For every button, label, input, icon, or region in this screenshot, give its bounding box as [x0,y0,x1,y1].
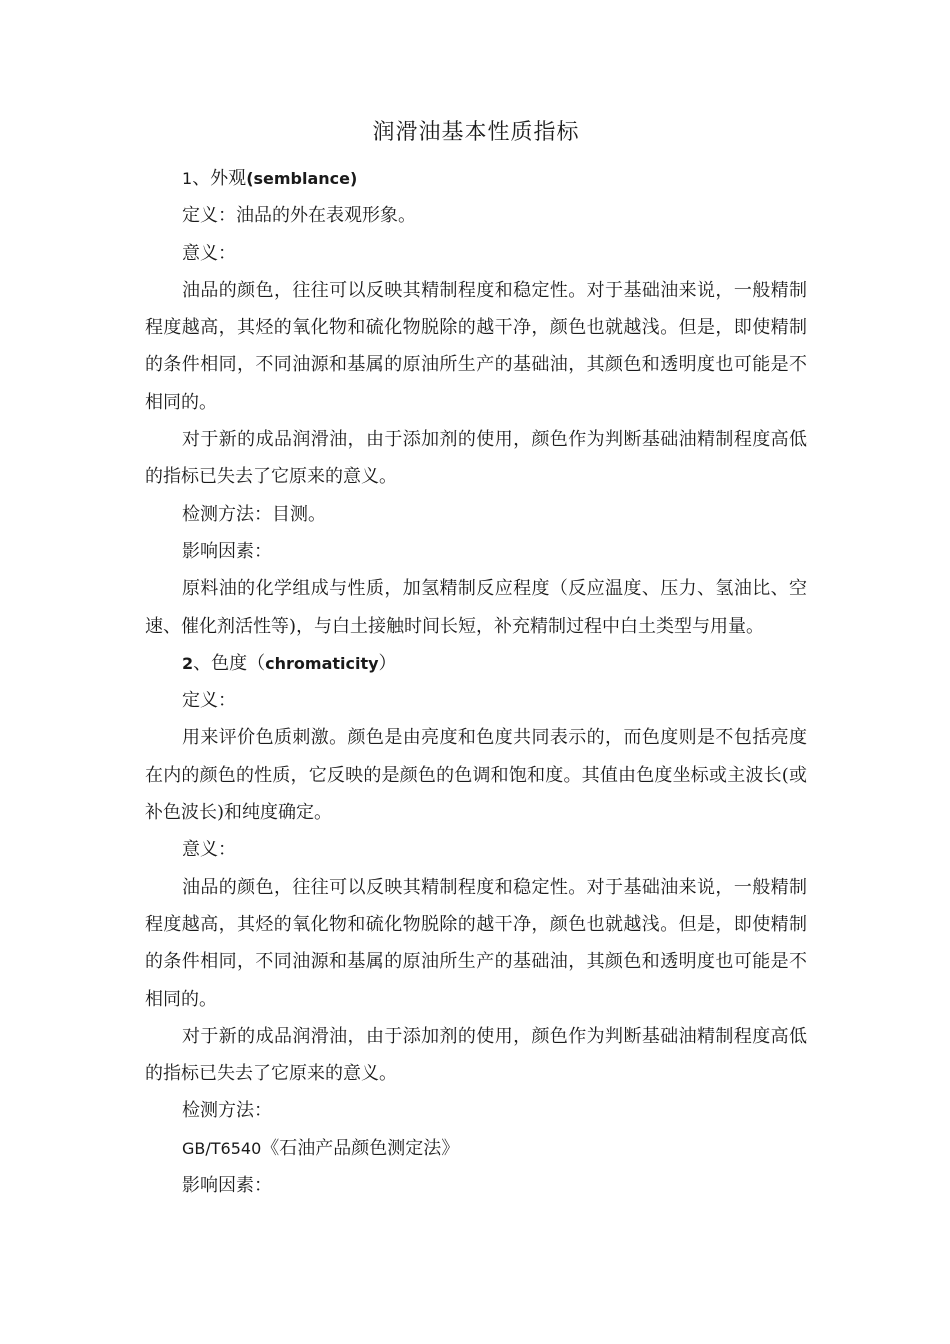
section2-definition-label: 定义： [182,690,236,712]
section2-heading-en: chromaticity [265,653,379,673]
section1-method: 检测方法：目测。 [182,503,326,525]
section1-definition: 定义：油品的外在表观形象。 [182,205,416,227]
document-title: 润滑油基本性质指标 [372,120,580,145]
section2-meaning-label: 意义： [182,839,236,861]
section2-definition-text: 用来评价色质刺激。颜色是由亮度和色度共同表示的，而色度则是不包括亮度在内的颜色的性质，它反映的是颜色的色调和饱和度。其值由色度坐标或主波长(或补色波长)和纯度确定。 [145,727,807,824]
section1-meaning-paragraph-2: 对于新的成品润滑油，由于添加剂的使用，颜色作为判断基础油精制程度高低的指标已失去了它原来的意义。 [145,429,807,488]
section2-meaning-paragraph-2: 对于新的成品润滑油，由于添加剂的使用，颜色作为判断基础油精制程度高低的指标已失去了它原来的意义。 [145,1025,807,1085]
section1-number: 1 [182,169,193,188]
section2-method-standard [145,1130,807,1167]
section2-meaning-paragraph-1: 油品的颜色，往往可以反映其精制程度和稳定性。对于基础油来说，一般精制程度越高，其烃的氧化物和硫化物脱除的越干净，颜色也就越浅。但是，即使精制的条件相同，不同油源和基属的原油所生产的基础油，其颜色和透明度也可能是不相同的。 [145,876,807,1010]
section2-factors-label: 影响因素： [182,1175,272,1197]
section2-method-label: 检测方法： [182,1100,272,1122]
section1-meaning-label: 意义： [182,242,236,264]
section2-number: 2 [182,653,194,673]
document-body [145,113,807,1204]
section1-heading-en: (semblance) [246,169,358,188]
section2-standard-name: 《石油产品颜色测定法》 [261,1137,460,1159]
section2-heading [145,645,807,682]
section2-heading-cn: 、色度（ [193,652,266,674]
section1-heading [145,160,807,197]
section1-meaning-paragraph-1: 油品的颜色，往往可以反映其精制程度和稳定性。对于基础油来说，一般精制程度越高，其烃的氧化物和硫化物脱除的越干净，颜色也就越浅。但是，即使精制的条件相同，不同油源和基属的原油所生产的基础油，其颜色和透明度也可能是不相同的。 [145,279,807,413]
section1-heading-cn: 、外观 [192,168,247,189]
section1-factors-text: 原料油的化学组成与性质，加氢精制反应程度（反应温度、压力、氢油比、空速、催化剂活性等)，与白土接触时间长短，补充精制过程中白土类型与用量。 [145,578,807,637]
section2-standard-code: GB/T6540 [182,1138,262,1158]
section2-heading-close: ） [378,652,397,674]
section1-factors-label: 影响因素： [182,540,272,562]
